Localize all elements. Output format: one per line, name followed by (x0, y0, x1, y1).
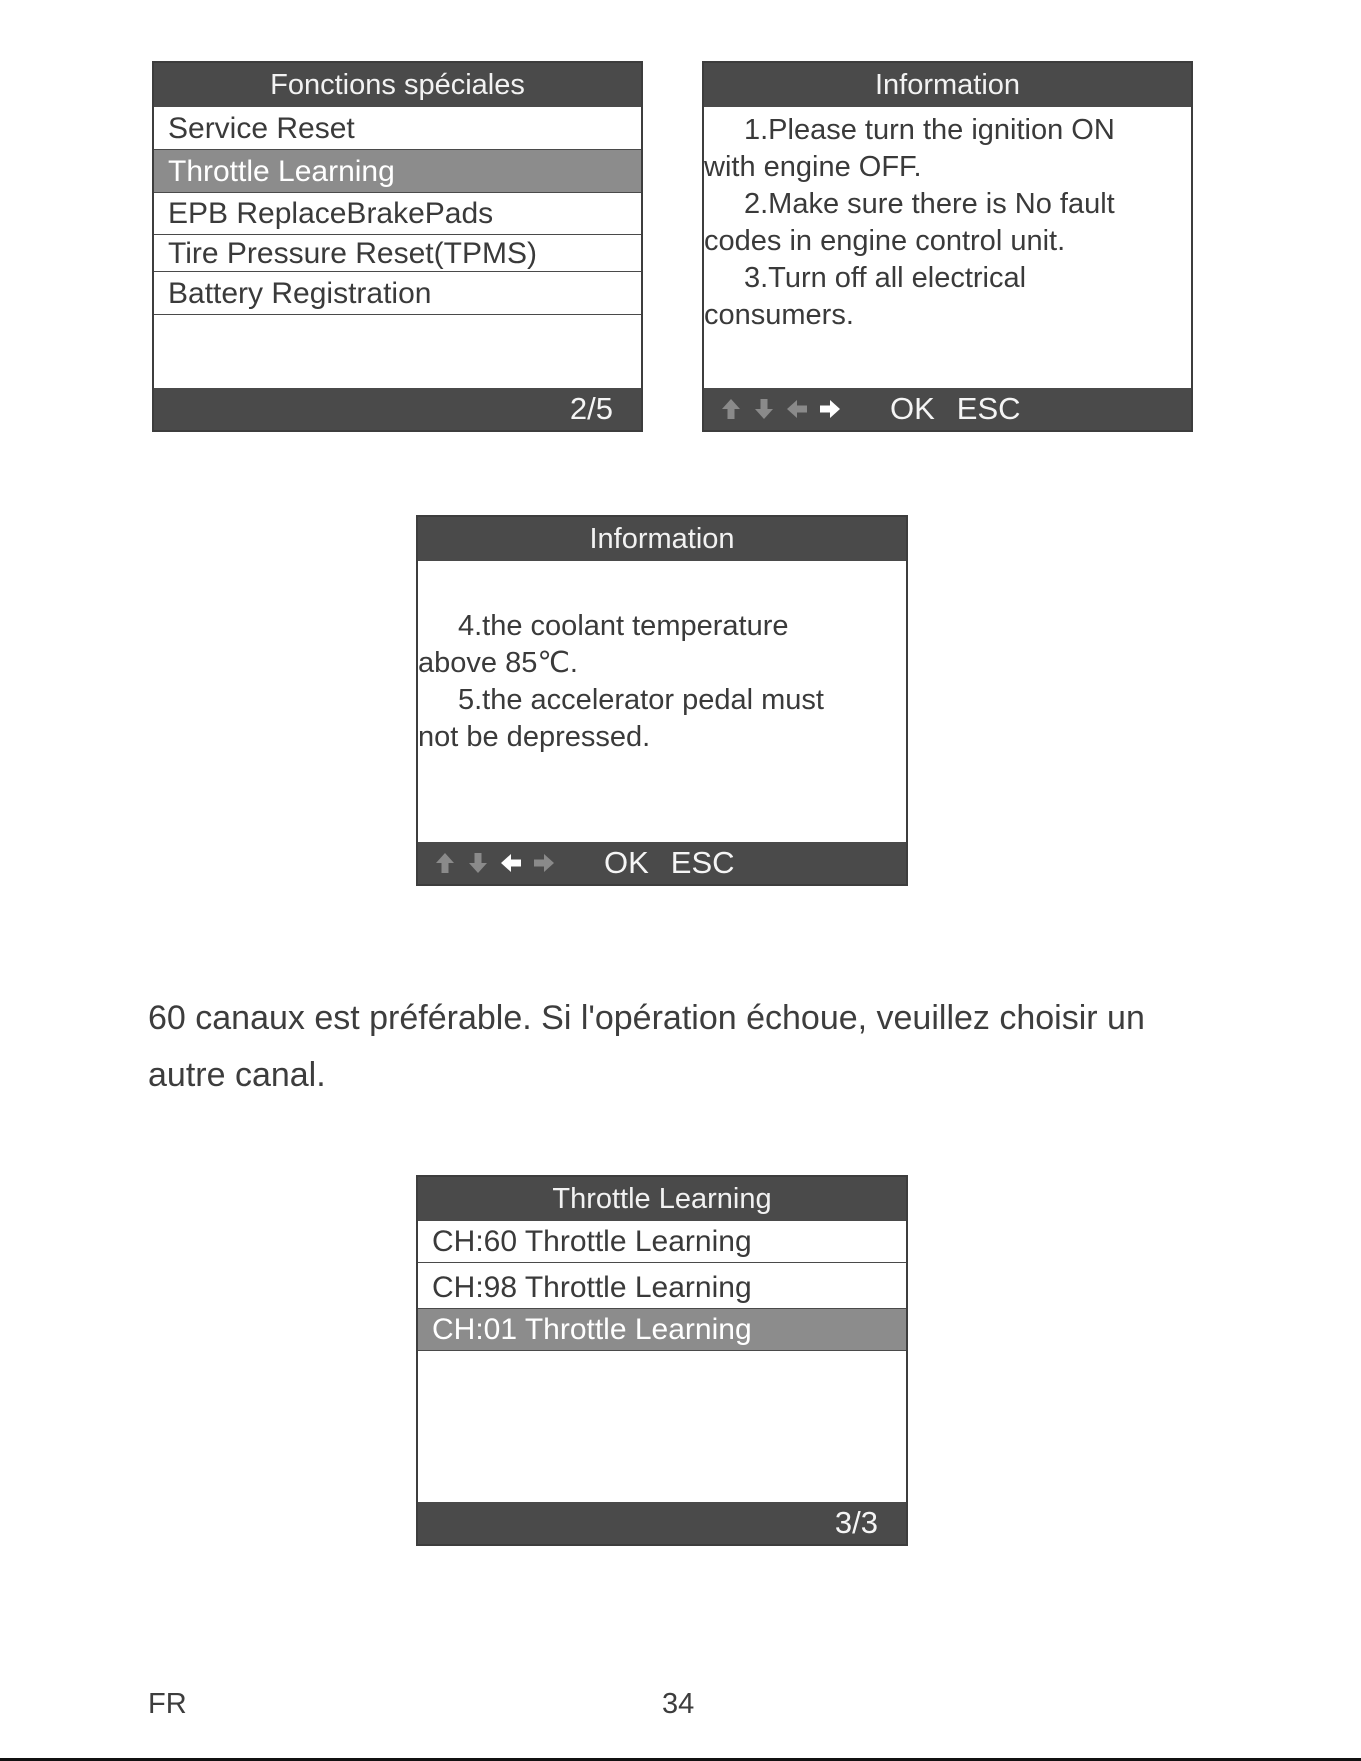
arrow-down-icon[interactable] (463, 848, 493, 878)
information-screen-1 (702, 61, 1193, 432)
info-line: 3.Turn off all electrical consumers. (704, 262, 1027, 331)
screen-footer (154, 388, 641, 430)
menu-item-battery-registration[interactable]: Battery Registration (154, 272, 641, 315)
screen-title: Fonctions spéciales (154, 63, 641, 107)
menu-item-epb-replace-brake-pads[interactable]: EPB ReplaceBrakePads (154, 193, 641, 235)
screen-title: Throttle Learning (418, 1177, 906, 1221)
arrow-right-icon[interactable] (529, 848, 559, 878)
arrow-left-icon[interactable] (496, 848, 526, 878)
page-indicator: 2/5 (569, 391, 613, 426)
info-line: 1.Please turn the ignition ON with engine OFF. (704, 114, 1115, 183)
information-text (704, 112, 1185, 334)
arrow-up-icon[interactable] (430, 848, 460, 878)
menu-item-service-reset[interactable]: Service Reset (154, 107, 641, 150)
information-text (418, 608, 900, 756)
menu-item-tire-pressure-reset[interactable]: Tire Pressure Reset(TPMS) (154, 235, 641, 272)
page-number: 34 (662, 1688, 695, 1720)
arrow-left-icon[interactable] (782, 394, 812, 424)
menu-item-ch98[interactable]: CH:98 Throttle Learning (418, 1263, 906, 1309)
body-paragraph: 60 canaux est préférable. Si l'opération échoue, veuillez choisir un autre canal. (148, 999, 1145, 1094)
navigation-arrows (430, 842, 562, 884)
language-label: FR (148, 1688, 187, 1720)
screen-footer (704, 388, 1191, 430)
menu-item-ch60[interactable]: CH:60 Throttle Learning (418, 1221, 906, 1263)
special-functions-menu (154, 107, 641, 315)
screen-title: Information (418, 517, 906, 561)
screen-footer (418, 1502, 906, 1544)
navigation-arrows (716, 388, 848, 430)
esc-button[interactable]: ESC (670, 845, 735, 880)
esc-button[interactable]: ESC (956, 391, 1021, 426)
arrow-down-icon[interactable] (749, 394, 779, 424)
screen-footer (418, 842, 906, 884)
info-line: 5.the accelerator pedal must not be depressed. (418, 684, 824, 753)
footer-keys (604, 842, 757, 884)
ok-button[interactable]: OK (890, 391, 935, 426)
ok-button[interactable]: OK (604, 845, 649, 880)
menu-item-throttle-learning[interactable]: Throttle Learning (154, 150, 641, 193)
information-screen-2 (416, 515, 908, 886)
info-line: 4.the coolant temperature above 85℃. (418, 610, 789, 679)
footer-keys (890, 388, 1043, 430)
arrow-up-icon[interactable] (716, 394, 746, 424)
special-functions-screen (152, 61, 643, 432)
throttle-learning-screen (416, 1175, 908, 1546)
info-line: 2.Make sure there is No fault codes in engine control unit. (704, 188, 1115, 257)
page-indicator: 3/3 (834, 1505, 878, 1540)
arrow-right-icon[interactable] (815, 394, 845, 424)
throttle-learning-menu (418, 1221, 906, 1351)
screen-title: Information (704, 63, 1191, 107)
menu-item-ch01[interactable]: CH:01 Throttle Learning (418, 1309, 906, 1351)
